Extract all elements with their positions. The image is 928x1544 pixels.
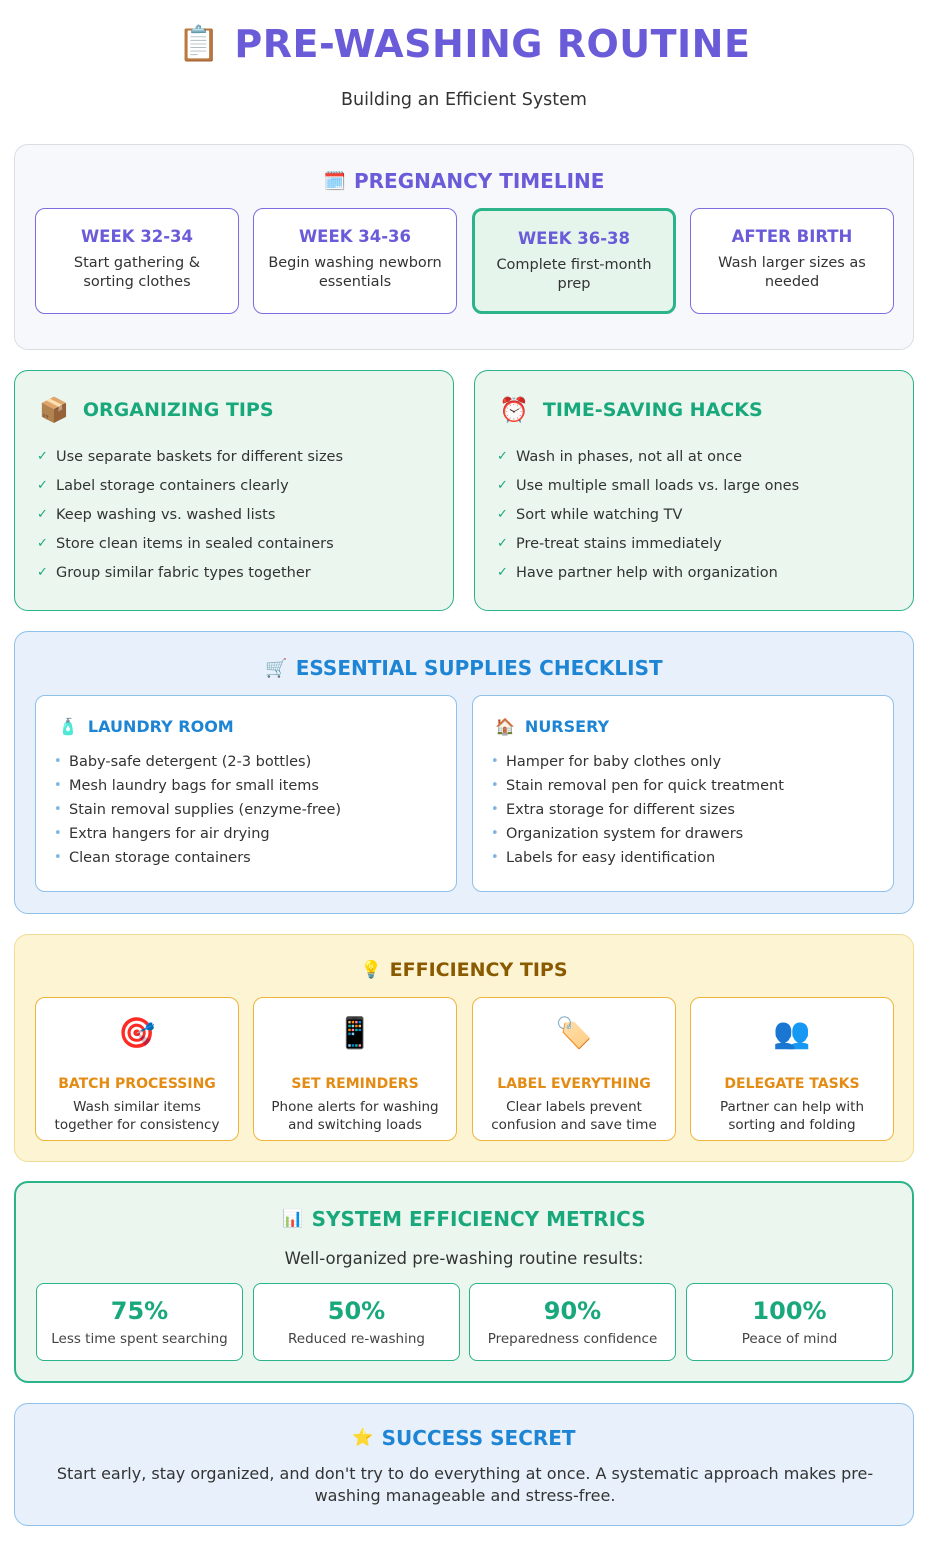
alarm-clock-icon: ⏰ [499,396,529,424]
organizing-tips-title [39,396,274,424]
checkmark-icon: ✓ [37,565,48,580]
organizing-tips-list [37,449,343,594]
bullet-icon: • [54,754,62,769]
efficiency-title-text: EFFICIENCY TIPS [389,959,568,981]
metric-card [36,1283,243,1361]
detergent-bottle-icon: 🧴 [58,717,78,736]
page-title-text: PRE-WASHING ROUTINE [234,22,751,66]
metric-label: Peace of mind [741,1331,838,1347]
list-item: ✓ Use multiple small loads vs. large ones [497,478,800,494]
laundry-room-card [35,695,457,892]
metric-label: Preparedness confidence [487,1331,658,1347]
supplies-title [15,656,913,680]
efficiency-card-desc: Clear labels prevent confusion and save time [491,1099,657,1133]
bullet-icon: • [54,802,62,817]
success-secret-panel [14,1403,914,1526]
laundry-room-heading [58,717,234,736]
list-item: ✓ Keep washing vs. washed lists [37,507,276,523]
supplies-title-text: ESSENTIAL SUPPLIES CHECKLIST [295,656,663,680]
efficiency-card-batch-processing [35,997,239,1141]
list-item: • Extra storage for different sizes [491,802,735,818]
efficiency-card-title: DELEGATE TASKS [724,1076,860,1092]
list-item: ✓ Use separate baskets for different sizes [37,449,344,465]
list-item: ✓ Sort while watching TV [497,507,683,523]
people-icon: 👥 [773,1016,811,1051]
bar-chart-icon: 📊 [282,1209,304,1229]
efficiency-card-delegate-tasks [690,997,894,1141]
timeline-desc: Wash larger sizes as needed [718,255,866,290]
shopping-cart-icon: 🛒 [265,657,288,679]
checkmark-icon: ✓ [37,536,48,551]
star-icon: ⭐ [352,1428,374,1448]
metric-card [686,1283,893,1361]
target-icon: 🎯 [118,1016,156,1051]
timeline-desc: Start gathering & sorting clothes [73,255,201,290]
efficiency-card-desc: Wash similar items together for consistency [54,1099,220,1133]
list-item: ✓ Have partner help with organization [497,565,778,581]
timeline-week: WEEK 36-38 [517,229,631,248]
list-item: • Clean storage containers [54,850,251,866]
time-saving-hacks-title [499,396,763,424]
metric-card [469,1283,676,1361]
list-item: ✓ Label storage containers clearly [37,478,289,494]
efficiency-card-title: LABEL EVERYTHING [497,1076,651,1092]
timeline-card-week-34-36 [253,208,457,314]
package-icon: 📦 [39,396,69,424]
list-item: ✓ Group similar fabric types together [37,565,311,581]
bullet-icon: • [491,802,499,817]
lightbulb-icon: 💡 [360,960,382,980]
efficiency-card-title: SET REMINDERS [291,1076,419,1092]
page-header [0,22,928,66]
list-item: ✓ Pre-treat stains immediately [497,536,722,552]
checkmark-icon: ✓ [497,507,508,522]
timeline-title-text: PREGNANCY TIMELINE [353,169,605,193]
timeline-week: WEEK 34-36 [298,227,412,246]
bullet-icon: • [491,754,499,769]
list-item: ✓ Store clean items in sealed containers [37,536,334,552]
organizing-tips-panel [14,370,454,611]
timeline-card-week-32-34 [35,208,239,314]
house-icon: 🏠 [495,717,515,736]
tag-icon: 🏷️ [555,1016,593,1051]
list-item: ✓ Wash in phases, not all at once [497,449,743,465]
efficiency-metrics-panel [14,1181,914,1383]
metrics-intro: Well-organized pre-washing routine results: [284,1249,644,1268]
nursery-list [491,754,784,874]
clipboard-icon: 📋 [177,24,221,64]
bullet-icon: • [54,826,62,841]
list-item: • Hamper for baby clothes only [491,754,722,770]
bullet-icon: • [54,778,62,793]
laundry-room-title: LAUNDRY ROOM [87,717,234,736]
time-saving-hacks-title-text: TIME-SAVING HACKS [542,399,763,421]
checkmark-icon: ✓ [37,449,48,464]
efficiency-card-label-everything [472,997,676,1141]
metric-value: 75% [110,1297,169,1325]
page-title [178,22,751,66]
metric-card [253,1283,460,1361]
laundry-room-list [54,754,341,874]
list-item: • Labels for easy identification [491,850,716,866]
bullet-icon: • [491,778,499,793]
metric-value: 100% [752,1297,827,1325]
efficiency-card-title: BATCH PROCESSING [58,1076,216,1092]
pregnancy-timeline-panel [14,144,914,350]
metric-value: 50% [327,1297,386,1325]
checkmark-icon: ✓ [37,478,48,493]
timeline-week: WEEK 32-34 [80,227,194,246]
list-item: • Stain removal pen for quick treatment [491,778,784,794]
metric-label: Reduced re-washing [287,1331,425,1347]
time-saving-hacks-list [497,449,799,594]
phone-icon: 📱 [336,1016,374,1051]
nursery-heading [495,717,609,736]
timeline-week: AFTER BIRTH [731,227,853,246]
list-item: • Baby-safe detergent (2-3 bottles) [54,754,312,770]
efficiency-card-set-reminders [253,997,457,1141]
bullet-icon: • [491,826,499,841]
checkmark-icon: ✓ [497,449,508,464]
organizing-tips-title-text: ORGANIZING TIPS [82,399,274,421]
timeline-card-after-birth [690,208,894,314]
essential-supplies-panel [14,631,914,914]
metrics-title-text: SYSTEM EFFICIENCY METRICS [311,1207,646,1231]
metric-label: Less time spent searching [51,1331,228,1347]
timeline-card-week-36-38 [472,208,676,314]
page-subtitle: Building an Efficient System [341,90,587,110]
efficiency-title [15,959,913,981]
timeline-title [15,169,913,193]
calendar-icon: 🗓️ [323,170,346,192]
time-saving-hacks-panel [474,370,914,611]
nursery-card [472,695,894,892]
checkmark-icon: ✓ [37,507,48,522]
list-item: • Extra hangers for air drying [54,826,270,842]
metrics-title [16,1207,912,1231]
checkmark-icon: ✓ [497,536,508,551]
list-item: • Organization system for drawers [491,826,744,842]
bullet-icon: • [491,850,499,865]
checkmark-icon: ✓ [497,565,508,580]
efficiency-tips-panel [14,934,914,1162]
secret-title-text: SUCCESS SECRET [381,1426,576,1450]
list-item: • Stain removal supplies (enzyme-free) [54,802,342,818]
secret-title [15,1426,913,1450]
efficiency-card-desc: Partner can help with sorting and folding [719,1099,864,1133]
timeline-desc: Begin washing newborn essentials [268,255,442,290]
nursery-title: NURSERY [524,717,610,736]
bullet-icon: • [54,850,62,865]
efficiency-card-desc: Phone alerts for washing and switching loads [271,1099,439,1133]
metric-value: 90% [543,1297,602,1325]
checkmark-icon: ✓ [497,478,508,493]
secret-text: Start early, stay organized, and don't try to do everything at once. A systematic approach makes pre-washing manageable and stress-free. [56,1464,874,1505]
timeline-desc: Complete first-month prep [496,257,652,292]
list-item: • Mesh laundry bags for small items [54,778,319,794]
